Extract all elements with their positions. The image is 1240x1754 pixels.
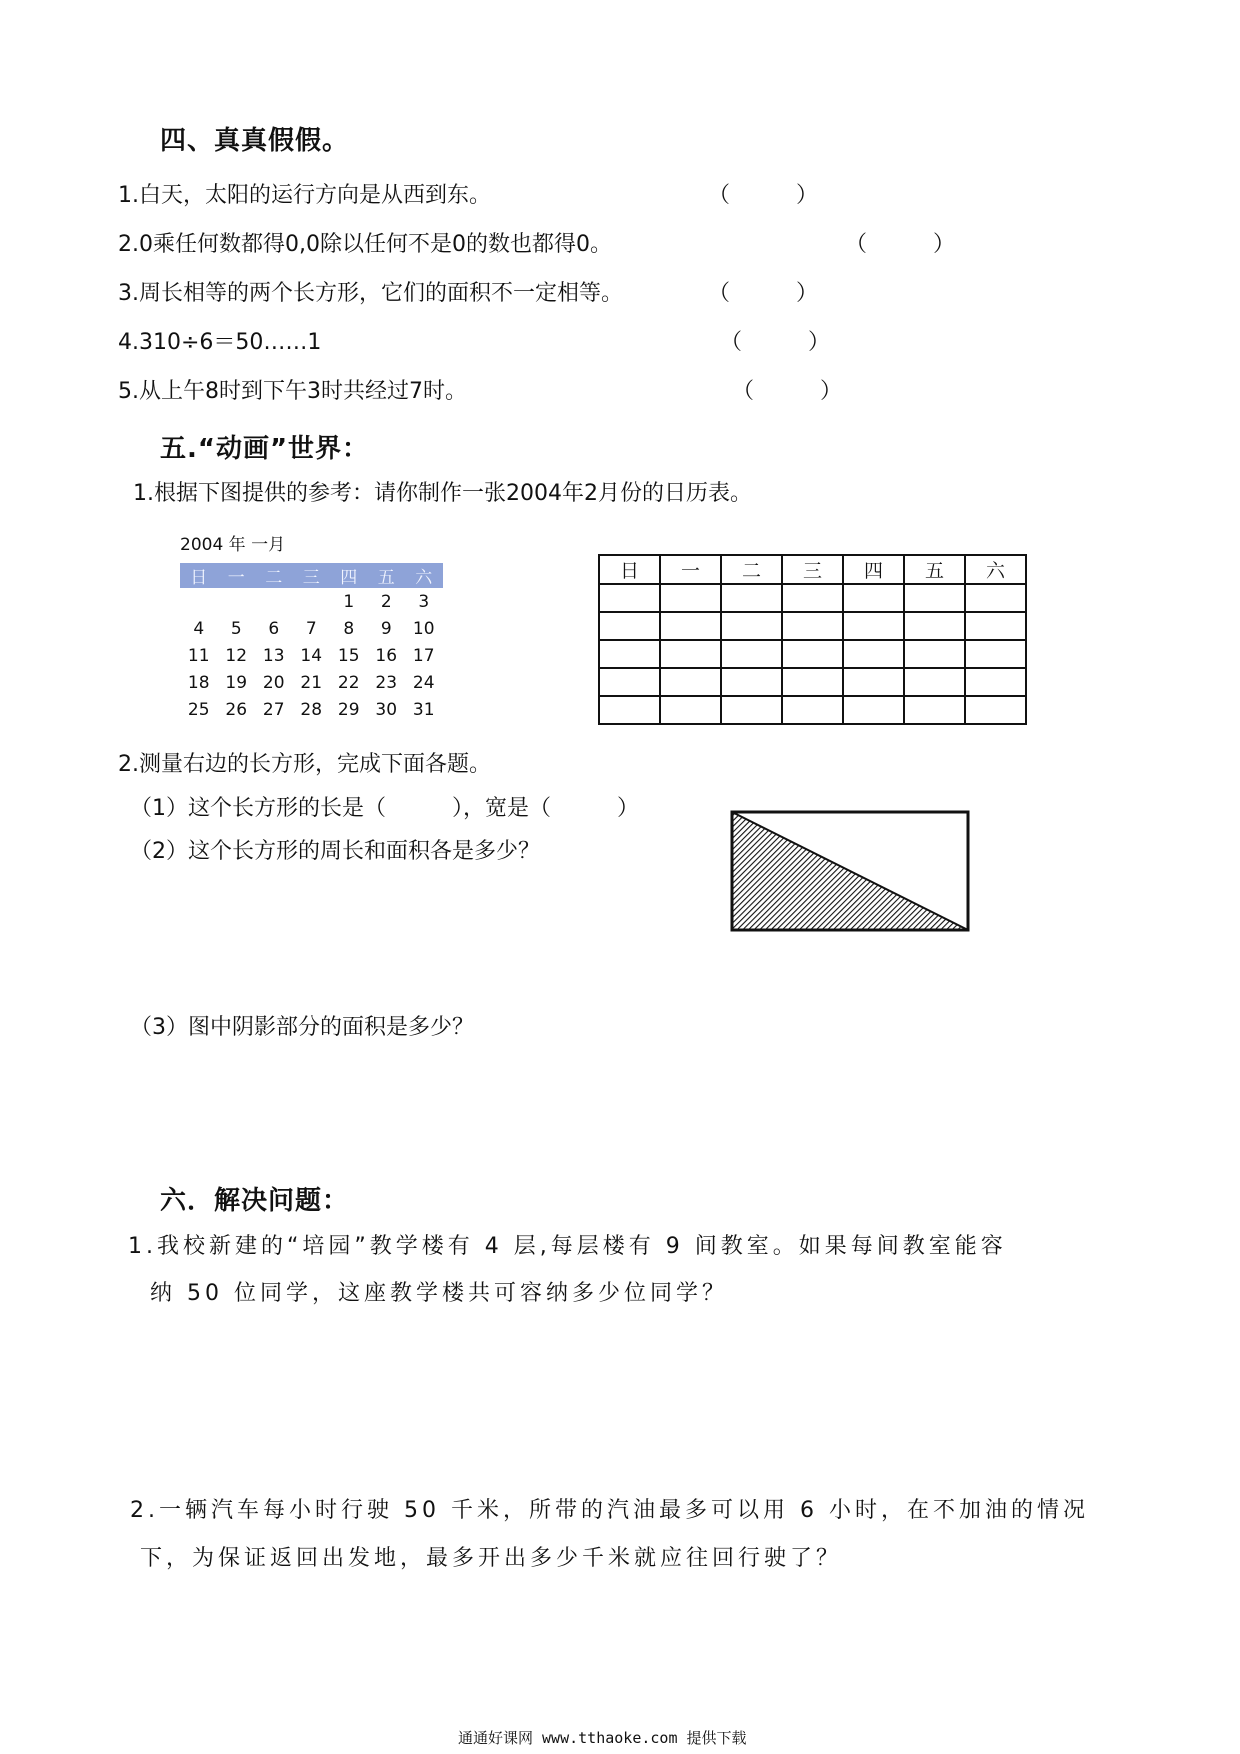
blank-table-row — [599, 668, 1026, 696]
blank-table-row — [599, 584, 1026, 612]
weekday-cell: 日 — [190, 568, 208, 588]
blank-date-cell[interactable] — [782, 668, 843, 696]
calendar-day: 23 — [375, 672, 398, 693]
weekday-cell: 二 — [265, 568, 283, 588]
blank-date-cell[interactable] — [599, 696, 660, 724]
blank-calendar-table — [598, 554, 1027, 725]
reference-calendar — [180, 563, 443, 723]
tf-answer-5[interactable]: （ ） — [732, 379, 843, 404]
blank-date-cell[interactable] — [721, 668, 782, 696]
weekday-cell: 一 — [227, 568, 245, 588]
calendar-day: 25 — [187, 699, 210, 720]
problem-2-line-1: 2.一辆汽车每小时行驶 50 千米，所带的汽油最多可以用 6 小时，在不加油的情况 — [130, 1498, 1089, 1523]
tf-item-3: 3.周长相等的两个长方形，它们的面积不一定相等。 — [118, 281, 623, 306]
blank-date-cell[interactable] — [782, 640, 843, 668]
calendar-day: 5 — [230, 618, 242, 639]
blank-date-cell[interactable] — [965, 696, 1026, 724]
blank-date-cell[interactable] — [660, 640, 721, 668]
calendar-day: 24 — [412, 672, 435, 693]
blank-table-row — [599, 696, 1026, 724]
tf-item-1: 1.白天，太阳的运行方向是从西到东。 — [118, 183, 491, 208]
shaded-rectangle-figure — [728, 808, 974, 936]
calendar-day: 22 — [337, 672, 360, 693]
blank-date-cell[interactable] — [843, 612, 904, 640]
calendar-day: 4 — [193, 618, 205, 639]
calendar-weekday-header — [180, 563, 443, 588]
calendar-day: 31 — [412, 699, 435, 720]
weekday-cell: 三 — [302, 568, 320, 588]
tf-answer-4[interactable]: （ ） — [720, 330, 831, 355]
calendar-day: 29 — [337, 699, 360, 720]
calendar-day: 8 — [343, 618, 355, 639]
weekday-cell: 四 — [340, 568, 358, 588]
calendar-day: 10 — [412, 618, 435, 639]
calendar-day: 6 — [268, 618, 280, 639]
blank-date-cell[interactable] — [782, 612, 843, 640]
tf-item-2: 2.0乘任何数都得0,0除以任何不是0的数也都得0。 — [118, 232, 612, 257]
blank-table-row — [599, 640, 1026, 668]
page-footer: 通通好课网 www.tthaoke.com 提供下载 — [458, 1729, 747, 1747]
calendar-day: 28 — [300, 699, 323, 720]
calendar-day: 20 — [262, 672, 285, 693]
calendar-day: 17 — [412, 645, 435, 666]
rectangle-question-1: （1）这个长方形的长是（ ），宽是（ ） — [130, 796, 639, 821]
calendar-day: 18 — [187, 672, 210, 693]
calendar-day: 21 — [300, 672, 323, 693]
rectangle-question-3: （3）图中阴影部分的面积是多少？ — [130, 1015, 474, 1040]
blank-header-cell: 日 — [599, 555, 660, 584]
blank-header-cell: 一 — [660, 555, 721, 584]
calendar-day: 27 — [262, 699, 285, 720]
tf-answer-1[interactable]: （ ） — [708, 183, 819, 208]
blank-date-cell[interactable] — [782, 584, 843, 612]
calendar-day: 1 — [343, 591, 355, 612]
calendar-week-row — [180, 588, 443, 615]
blank-date-cell[interactable] — [904, 584, 965, 612]
blank-header-cell: 三 — [782, 555, 843, 584]
calendar-day: 12 — [225, 645, 248, 666]
section-6-title: 六．解决问题： — [160, 1186, 350, 1216]
calendar-question: 1.根据下图提供的参考：请你制作一张2004年2月份的日历表。 — [133, 481, 752, 506]
tf-answer-2[interactable]: （ ） — [845, 232, 956, 257]
blank-date-cell[interactable] — [904, 696, 965, 724]
calendar-day: 15 — [337, 645, 360, 666]
calendar-day: 13 — [262, 645, 285, 666]
blank-date-cell[interactable] — [660, 696, 721, 724]
blank-table-body — [599, 584, 1026, 724]
blank-date-cell[interactable] — [904, 612, 965, 640]
calendar-week-row — [180, 696, 443, 723]
calendar-day: 9 — [380, 618, 392, 639]
rectangle-question-2: （2）这个长方形的周长和面积各是多少？ — [130, 839, 540, 864]
problem-2-line-2: 下，为保证返回出发地，最多开出多少千米就应往回行驶了？ — [140, 1546, 843, 1571]
rectangle-question: 2.测量右边的长方形，完成下面各题。 — [118, 752, 491, 777]
calendar-day: 26 — [225, 699, 248, 720]
calendar-day: 16 — [375, 645, 398, 666]
blank-date-cell[interactable] — [599, 584, 660, 612]
calendar-week-row — [180, 669, 443, 696]
problem-1-line-2: 纳 50 位同学，这座教学楼共可容纳多少位同学？ — [150, 1281, 728, 1306]
blank-header-cell: 四 — [843, 555, 904, 584]
blank-date-cell[interactable] — [660, 668, 721, 696]
blank-date-cell[interactable] — [721, 612, 782, 640]
blank-date-cell[interactable] — [965, 640, 1026, 668]
blank-table-row — [599, 612, 1026, 640]
calendar-day: 3 — [418, 591, 430, 612]
problem-1-line-1: 1.我校新建的“培园”教学楼有 4 层,每层楼有 9 间教室。如果每间教室能容 — [128, 1234, 1007, 1259]
blank-header-cell: 六 — [965, 555, 1026, 584]
section-5-title: 五.“动画”世界： — [160, 434, 370, 464]
tf-answer-3[interactable]: （ ） — [708, 281, 819, 306]
blank-table-header — [599, 555, 1026, 584]
calendar-day: 2 — [380, 591, 392, 612]
blank-date-cell[interactable] — [599, 612, 660, 640]
blank-date-cell[interactable] — [843, 668, 904, 696]
blank-date-cell[interactable] — [904, 640, 965, 668]
blank-date-cell[interactable] — [782, 696, 843, 724]
tf-item-4: 4.310÷6＝50……1 — [118, 330, 322, 355]
calendar-day: 30 — [375, 699, 398, 720]
blank-date-cell[interactable] — [843, 640, 904, 668]
blank-date-cell[interactable] — [599, 668, 660, 696]
calendar-day: 11 — [187, 645, 210, 666]
blank-date-cell[interactable] — [965, 668, 1026, 696]
calendar-week-row — [180, 642, 443, 669]
blank-date-cell[interactable] — [965, 612, 1026, 640]
calendar-day: 19 — [225, 672, 248, 693]
blank-date-cell[interactable] — [843, 696, 904, 724]
blank-header-cell: 五 — [904, 555, 965, 584]
section-4-title: 四、真真假假。 — [160, 126, 350, 156]
calendar-day: 7 — [305, 618, 317, 639]
tf-item-5: 5.从上午8时到下午3时共经过7时。 — [118, 379, 467, 404]
blank-date-cell[interactable] — [721, 584, 782, 612]
blank-date-cell[interactable] — [904, 668, 965, 696]
weekday-cell: 六 — [415, 568, 433, 588]
blank-header-cell: 二 — [721, 555, 782, 584]
blank-date-cell[interactable] — [721, 640, 782, 668]
blank-date-cell[interactable] — [721, 696, 782, 724]
calendar-day: 14 — [300, 645, 323, 666]
blank-date-cell[interactable] — [660, 584, 721, 612]
calendar-week-row — [180, 615, 443, 642]
blank-date-cell[interactable] — [843, 584, 904, 612]
weekday-cell: 五 — [377, 568, 395, 588]
blank-date-cell[interactable] — [599, 640, 660, 668]
blank-date-cell[interactable] — [965, 584, 1026, 612]
blank-date-cell[interactable] — [660, 612, 721, 640]
calendar-title: 2004 年 一月 — [180, 535, 286, 555]
